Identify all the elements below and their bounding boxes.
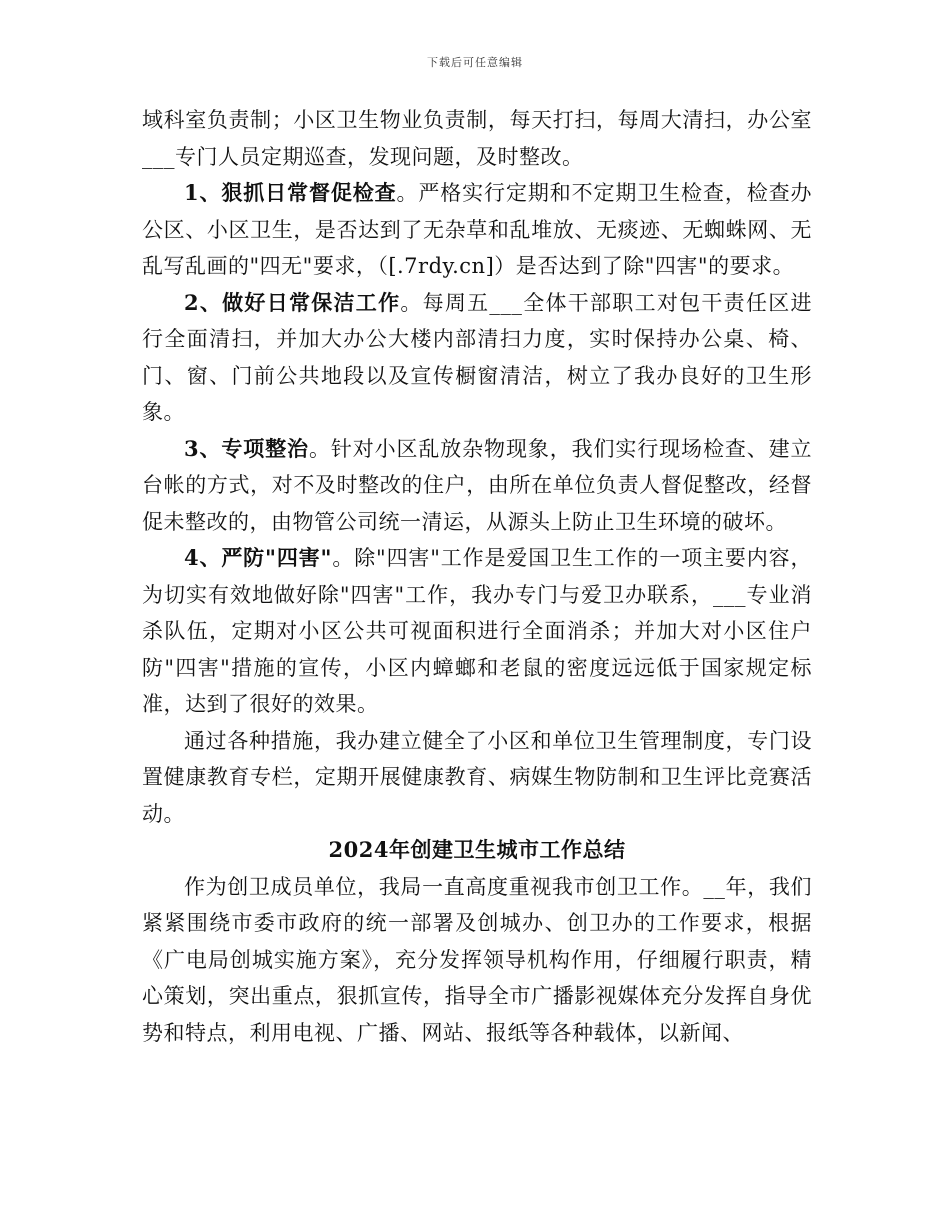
paragraph-rectification [142, 431, 812, 541]
paragraph-pest-control [142, 540, 812, 723]
paragraph-cleaning [142, 285, 812, 431]
paragraph-text: 域科室负责制；小区卫生物业负责制，每天打扫，每周大清扫，办公室___专门人员定期巡查，发现问题，及时整改。 [142, 108, 812, 169]
paragraph-continuation [142, 102, 812, 175]
paragraph-lead: 2、做好日常保洁工作 [184, 289, 401, 315]
paragraph-lead: 1、狠抓日常督促检查 [184, 180, 397, 205]
page-header: 下载后可任意编辑 [427, 56, 523, 69]
paragraph-text: 。除"四害"工作是爱国卫生工作的一项主要内容，为切实有效地做好除"四害"工作，我办专门与爱卫办联系，___专业消杀队伍，定期对小区公共可视面积进行全面消杀；并加大对小区住户防"四害"措施的宣传，小区内蟑螂和老鼠的密度远远低于国家规定标准，达到了很好的效果。 [142, 546, 812, 716]
section-title: 2024年创建卫生城市工作总结 [328, 837, 626, 862]
paragraph-text: 。严格实行定期和不定期卫生检查，检查办公区、小区卫生，是否达到了无杂草和乱堆放、无痰迹、无蜘蛛网、无乱写乱画的"四无"要求，（[.7rdy.cn]）是否达到了除"四害"的要求。 [142, 181, 812, 278]
document-body [142, 102, 812, 1051]
paragraph-lead: 4、严防"四害" [184, 545, 332, 570]
paragraph-text: 通过各种措施，我办建立健全了小区和单位卫生管理制度，专门设置健康教育专栏，定期开展健康教育、病媒生物防制和卫生评比竞赛活动。 [142, 728, 812, 826]
paragraph-text: 。针对小区乱放杂物现象，我们实行现场检查、建立台帐的方式，对不及时整改的住户，由所在单位负责人督促整改，经督促未整改的，由物管公司统一清运，从源头上防止卫生环境的破坏。 [142, 436, 812, 534]
paragraph-section-intro [142, 869, 812, 1052]
paragraph-text: 作为创卫成员单位，我局一直高度重视我市创卫工作。__年，我们紧紧围绕市委市政府的统一部署及创城办、创卫办的工作要求，根据《广电局创城实施方案》，充分发挥领导机构作用，仔细履行职责，精心策划，突出重点，狠抓宣传，指导全市广播影视媒体充分发挥自身优势和特点，利用电视、广播、网站、报纸等各种载体，以新闻、 [142, 874, 812, 1045]
paragraph-text: 。每周五___全体干部职工对包干责任区进行全面清扫，并加大办公大楼内部清扫力度，实时保持办公桌、椅、门、窗、门前公共地段以及宣传橱窗清洁，树立了我办良好的卫生形象。 [142, 290, 812, 424]
paragraph-lead: 3、专项整治 [184, 435, 309, 461]
paragraph-inspection [142, 175, 812, 285]
paragraph-summary [142, 723, 812, 833]
